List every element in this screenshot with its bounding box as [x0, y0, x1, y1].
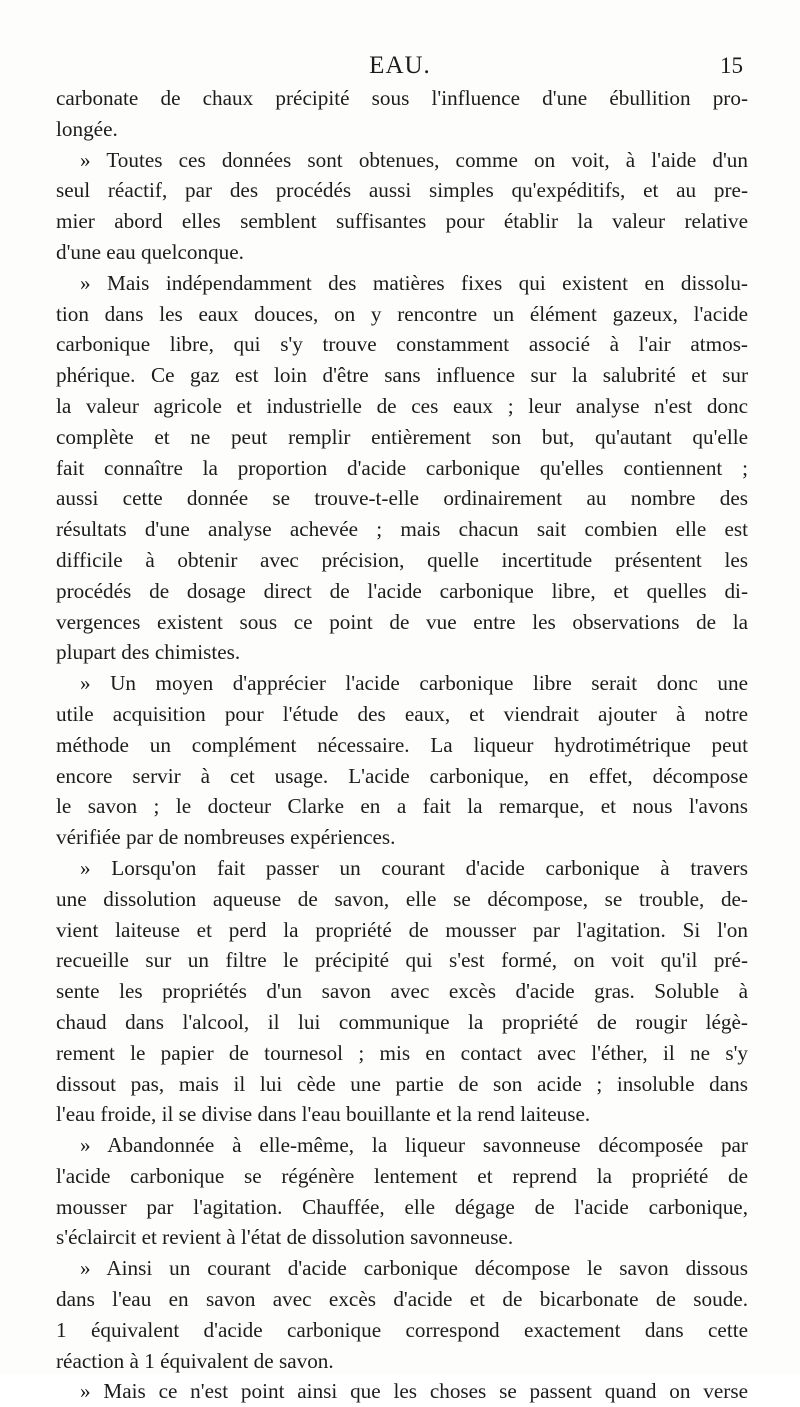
text-line: vérifiée par de nombreuses expériences.	[56, 825, 396, 850]
text-line: réaction à 1 équivalent de savon.	[56, 1348, 334, 1373]
text-line: seul réactif, par des procédés aussi simples qu'expéditifs, et au pre-	[56, 178, 748, 203]
text-line: complète et ne peut remplir entièrement son but, qu'autant qu'elle	[56, 424, 748, 449]
text-line: 1 équivalent d'acide carbonique correspond exactement dans cette	[56, 1317, 748, 1342]
paragraph	[56, 853, 748, 1130]
text-line: vient laiteuse et perd la propriété de mousser par l'agitation. Si l'on	[56, 917, 748, 942]
text-line: recueille sur un filtre le précipité qui s'est formé, on voit qu'il pré-	[56, 948, 748, 973]
text-line: procédés de dosage direct de l'acide carbonique libre, et quelles di-	[56, 578, 748, 603]
paragraph	[56, 145, 748, 268]
text-line: » Abandonnée à elle-même, la liqueur savonneuse décomposée par	[80, 1133, 748, 1158]
text-line: fait connaître la proportion d'acide carbonique qu'elles contiennent ;	[56, 455, 748, 480]
text-line: l'eau froide, il se divise dans l'eau bouillante et la rend laiteuse.	[56, 1102, 591, 1127]
text-line: méthode un complément nécessaire. La liqueur hydrotimétrique peut	[56, 732, 748, 757]
running-header	[0, 48, 800, 84]
text-line: mier abord elles semblent suffisantes pour établir la valeur relative	[56, 209, 748, 234]
text-line: » Mais indépendamment des matières fixes qui existent en dissolu-	[80, 270, 748, 295]
paragraph	[56, 268, 748, 668]
text-line: » Un moyen d'apprécier l'acide carbonique libre serait donc une	[80, 671, 748, 696]
text-line: mousser par l'agitation. Chauffée, elle dégage de l'acide carbonique,	[56, 1194, 748, 1219]
text-line: » Mais ce n'est point ainsi que les choses se passent quand on verse	[80, 1379, 748, 1404]
text-line: » Lorsqu'on fait passer un courant d'acide carbonique à travers	[80, 855, 748, 880]
text-line: rement le papier de tournesol ; mis en contact avec l'éther, il ne s'y	[56, 1040, 748, 1065]
text-line: chaud dans l'alcool, il lui communique la propriété de rougir légè-	[56, 1009, 748, 1034]
text-line: difficile à obtenir avec précision, quelle incertitude présentent les	[56, 547, 748, 572]
text-line: dissout pas, mais il lui cède une partie de son acide ; insoluble dans	[56, 1071, 748, 1096]
text-line: longée.	[56, 116, 118, 141]
text-line: plupart des chimistes.	[56, 640, 241, 665]
text-line: encore servir à cet usage. L'acide carbonique, en effet, décompose	[56, 763, 748, 788]
paragraph	[56, 1376, 748, 1407]
text-line: vergences existent sous ce point de vue entre les observations de la	[56, 609, 748, 634]
text-line: carbonique libre, qui s'y trouve constamment associé à l'air atmos-	[56, 332, 748, 357]
text-line: » Ainsi un courant d'acide carbonique décompose le savon dissous	[80, 1256, 748, 1281]
text-line: résultats d'une analyse achevée ; mais chacun sait combien elle est	[56, 517, 748, 542]
page-number: 15	[720, 53, 743, 78]
paragraph	[56, 668, 748, 853]
text-line: utile acquisition pour l'étude des eaux, et viendrait ajouter à notre	[56, 701, 748, 726]
text-line: la valeur agricole et industrielle de ces eaux ; leur analyse n'est donc	[56, 393, 748, 418]
text-line: tion dans les eaux douces, on y rencontre un élément gazeux, l'acide	[56, 301, 748, 326]
text-line: aussi cette donnée se trouve-t-elle ordinairement au nombre des	[56, 486, 748, 511]
text-line: dans l'eau en savon avec excès d'acide et de bicarbonate de soude.	[56, 1287, 748, 1312]
text-line: d'une eau quelconque.	[56, 239, 244, 264]
text-line: s'éclaircit et revient à l'état de dissolution savonneuse.	[56, 1225, 514, 1250]
paragraph	[56, 83, 748, 145]
text-line: le savon ; le docteur Clarke en a fait la remarque, et nous l'avons	[56, 794, 748, 819]
text-line: » Toutes ces données sont obtenues, comme on voit, à l'aide d'un	[80, 147, 748, 172]
text-line: sente les propriétés d'un savon avec excès d'acide gras. Soluble à	[56, 979, 748, 1004]
text-line: l'acide carbonique se régénère lentement et reprend la propriété de	[56, 1163, 748, 1188]
body-text	[56, 83, 748, 1407]
text-line: phérique. Ce gaz est loin d'être sans influence sur la salubrité et sur	[56, 363, 748, 388]
running-title: EAU.	[369, 52, 431, 79]
text-line: une dissolution aqueuse de savon, elle se décompose, se trouble, de-	[56, 886, 748, 911]
text-line: carbonate de chaux précipité sous l'influence d'une ébullition pro-	[56, 86, 748, 110]
paragraph	[56, 1253, 748, 1376]
paragraph	[56, 1130, 748, 1253]
